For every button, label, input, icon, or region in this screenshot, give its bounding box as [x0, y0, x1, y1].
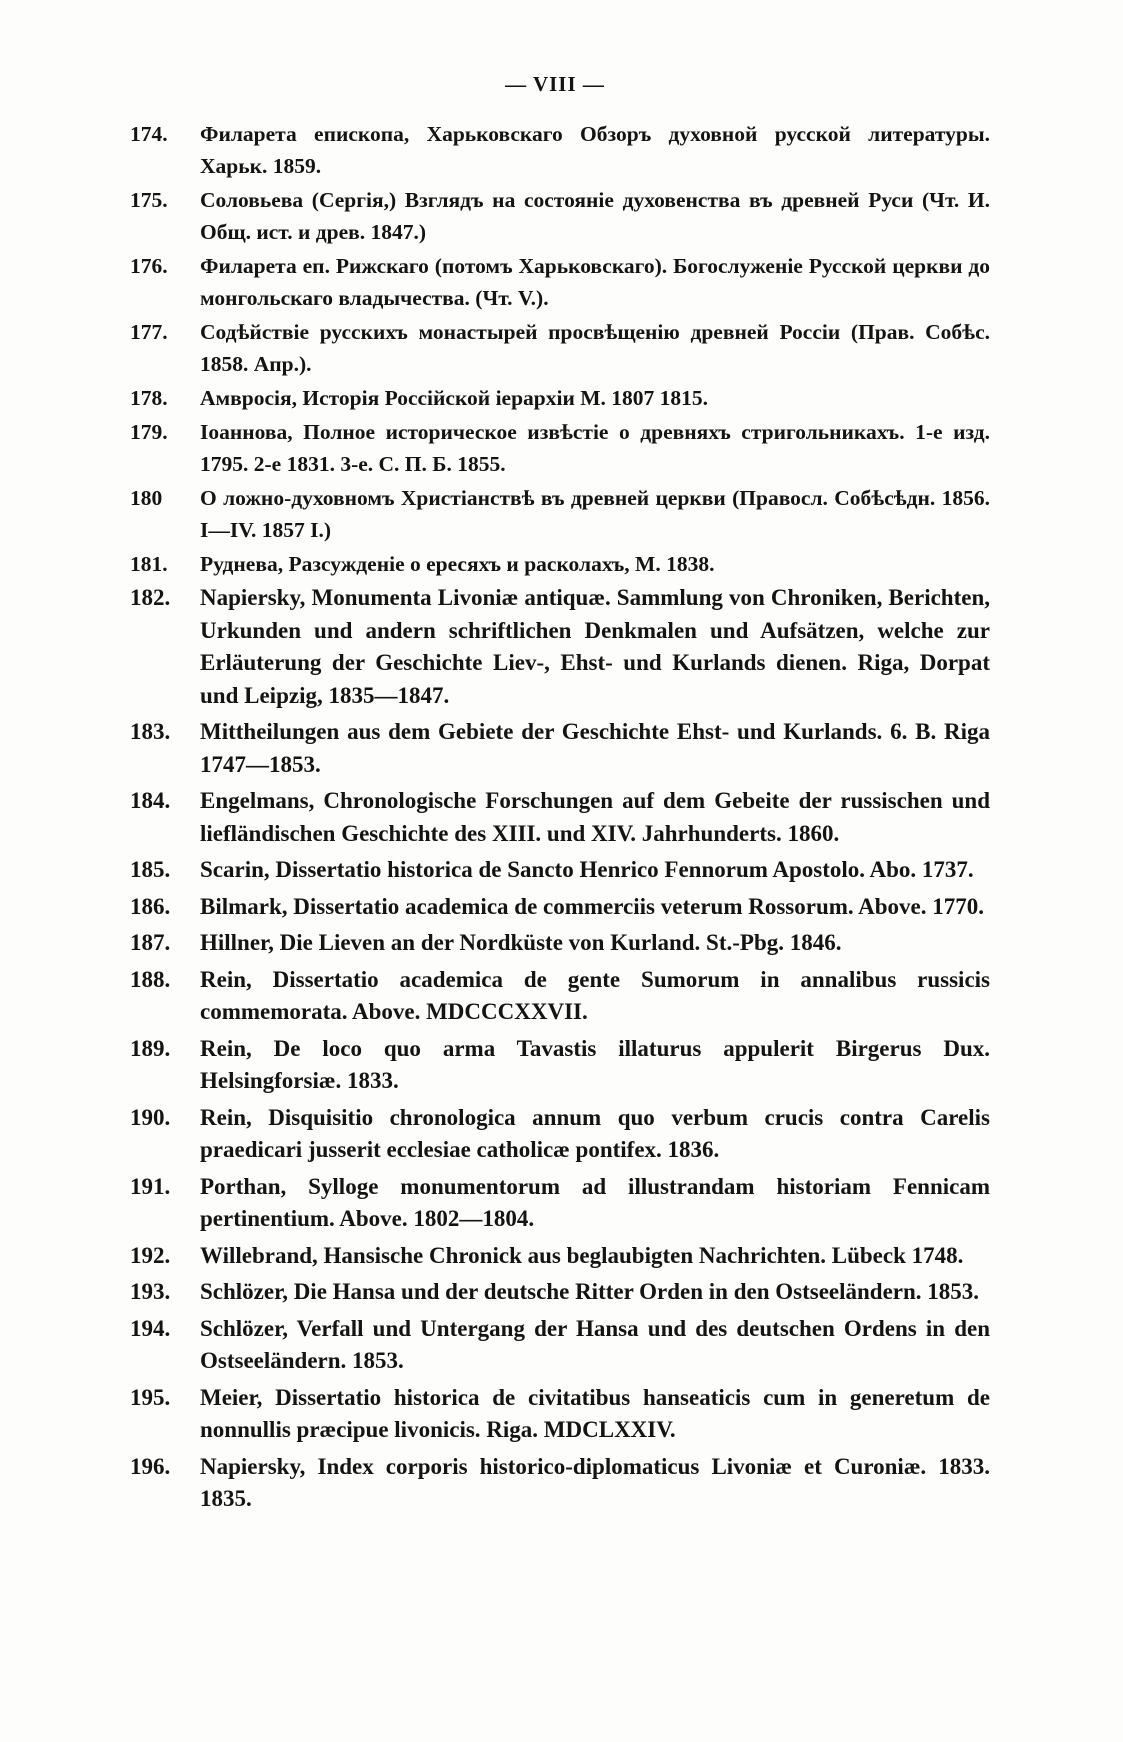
- entry-number: 188.: [130, 966, 171, 992]
- entry-text: Napiersky, Index corporis historico-diplomaticus Livoniæ et Curoniæ. 1833. 1835.: [200, 1453, 990, 1511]
- entry-text: Амвросія, Исторія Россійской іерархіи М. 1807 1815.: [200, 386, 709, 410]
- entry-text: Филарета епископа, Харьковскаго Обзоръ духовной русской литературы. Харьк. 1859.: [200, 122, 990, 178]
- entry-text: Porthan, Sylloge monumentorum ad illustrandam historiam Fennicam pertinentium. Above. 1802—1804.: [200, 1173, 990, 1231]
- entry-text: Содѣйствіе русскихъ монастырей просвѣщенію древней Россіи (Прав. Собѣс. 1858. Апр.).: [200, 320, 990, 376]
- entry-number: 195.: [130, 1384, 171, 1410]
- list-item: [130, 1171, 990, 1236]
- entry-text: Руднева, Разсужденіе о ересяхъ и расколахъ, М. 1838.: [200, 552, 715, 576]
- list-item: [130, 1276, 990, 1309]
- list-item: [130, 250, 990, 314]
- entry-number: 191.: [130, 1173, 171, 1199]
- page-header: — VIII —: [505, 72, 605, 96]
- entry-number: 186.: [130, 893, 171, 919]
- list-item: [130, 582, 990, 712]
- entry-text: Филарета еп. Рижскаго (потомъ Харьковскаго). Богослуженіе Русской церкви до монгольскаго владычества. (Чт. V.).: [200, 254, 990, 310]
- entry-number: 183.: [130, 719, 171, 744]
- entry-number: 185.: [130, 857, 171, 882]
- bibliography-list: [130, 118, 990, 1520]
- entry-number: 184.: [130, 788, 171, 813]
- entry-text: Schlözer, Die Hansa und der deutsche Ritter Orden in den Ostseeländern. 1853.: [200, 1279, 980, 1304]
- list-item: [130, 891, 990, 924]
- list-item: [130, 382, 990, 414]
- list-item: [130, 785, 990, 850]
- list-item: [130, 548, 990, 580]
- entry-number: 193.: [130, 1279, 171, 1304]
- entry-number: 192.: [130, 1242, 171, 1268]
- list-item: [130, 716, 990, 781]
- list-item: [130, 854, 990, 887]
- entry-number: 178.: [130, 386, 168, 410]
- list-item: [130, 1313, 990, 1378]
- entry-text: Napiersky, Monumenta Livoniæ antiquæ. Sammlung von Chroniken, Berichten, Urkunden und andern schriftlichen Denkmalen und Aufsätzen, welche zur Erläuterung der Geschichte Liev-, Ehst- und Kurlands dienen. Riga, Dorpat und Leipzig, 1835—1847.: [200, 585, 990, 708]
- list-item: [130, 416, 990, 480]
- entry-text: Соловьева (Сергія,) Взглядъ на состояніе духовенства въ древней Руси (Чт. И. Общ. ист. и древ. 1847.): [200, 188, 990, 244]
- entry-text: Schlözer, Verfall und Untergang der Hansa und des deutschen Ordens in den Ostseeländern. 1853.: [200, 1315, 990, 1373]
- list-item: [130, 482, 990, 546]
- list-item: [130, 1451, 990, 1516]
- entry-number: 187.: [130, 930, 171, 955]
- entry-text: Rein, Disquisitio chronologica annum quo verbum crucis contra Carelis praedicari jusserit ecclesiae catholicæ pontifex. 1836.: [200, 1104, 990, 1162]
- entry-text: Mittheilungen aus dem Gebiete der Geschichte Ehst- und Kurlands. 6. B. Riga 1747—1853.: [200, 719, 990, 777]
- entry-number: 194.: [130, 1315, 171, 1341]
- entry-text: Rein, De loco quo arma Tavastis illaturus appulerit Birgerus Dux. Helsingforsiæ. 1833.: [200, 1035, 990, 1093]
- entry-number: 176.: [130, 254, 168, 278]
- entry-text: Scarin, Dissertatio historica de Sancto Henrico Fennorum Apostolo. Abo. 1737.: [200, 857, 974, 882]
- entry-text: Rein, Dissertatio academica de gente Sumorum in annalibus russicis commemorata. Above. MDCCCXXVII.: [200, 966, 990, 1024]
- entry-number: 179.: [130, 420, 168, 444]
- entry-text: О ложно-духовномъ Христіанствѣ въ древней церкви (Правосл. Собѣсѣдн. 1856. I—IV. 1857 I.): [200, 486, 990, 542]
- list-item: [130, 964, 990, 1029]
- list-item: [130, 1033, 990, 1098]
- list-item: [130, 316, 990, 380]
- entry-text: Meier, Dissertatio historica de civitatibus hanseaticis cum in generetum de nonnullis præcipue livonicis. Riga. MDCLXXIV.: [200, 1384, 990, 1442]
- entry-number: 196.: [130, 1453, 171, 1479]
- entry-number: 182.: [130, 585, 171, 610]
- entry-number: 177.: [130, 320, 168, 344]
- list-item: [130, 1382, 990, 1447]
- entry-text: Engelmans, Chronologische Forschungen auf dem Gebeite der russischen und liefländischen Geschichte des XIII. und XIV. Jahrhunderts. 1860.: [200, 788, 990, 846]
- entry-text: Іоаннова, Полное историческое извѣстіе о древняхъ стригольникахъ. 1-е изд. 1795. 2-е 1831. 3-е. С. П. Б. 1855.: [200, 420, 990, 476]
- entry-text: Bilmark, Dissertatio academica de commerciis veterum Rossorum. Above. 1770.: [200, 893, 984, 919]
- entry-number: 190.: [130, 1104, 171, 1130]
- entry-number: 181.: [130, 552, 168, 576]
- entry-text: Hillner, Die Lieven an der Nordküste von Kurland. St.-Pbg. 1846.: [200, 930, 842, 955]
- list-item: [130, 184, 990, 248]
- list-item: [130, 118, 990, 182]
- list-item: [130, 1102, 990, 1167]
- entry-number: 180: [130, 486, 163, 510]
- entry-text: Willebrand, Hansische Chronick aus beglaubigten Nachrichten. Lübeck 1748.: [200, 1242, 964, 1268]
- list-item: [130, 1240, 990, 1273]
- entry-number: 175.: [130, 188, 168, 212]
- entry-number: 189.: [130, 1035, 171, 1061]
- list-item: [130, 927, 990, 960]
- entry-number: 174.: [130, 122, 168, 146]
